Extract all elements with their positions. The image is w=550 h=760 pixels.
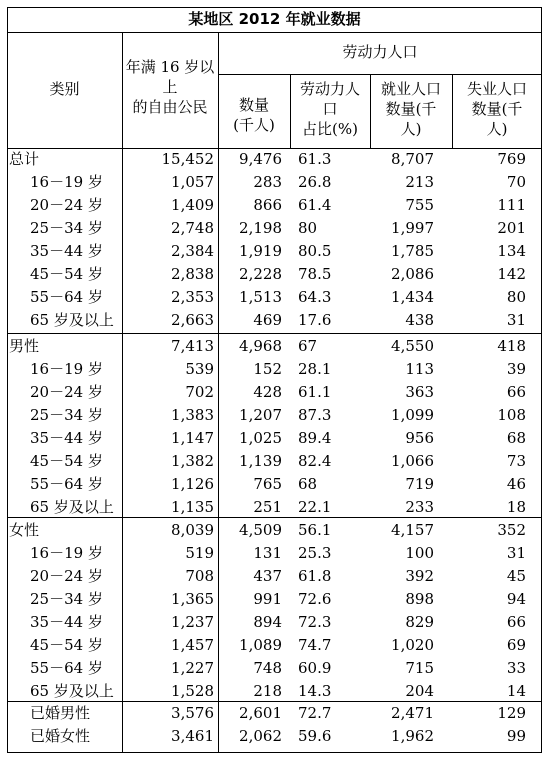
header-labor-force: 劳动力人口 (342, 43, 418, 61)
section-divider-male (7, 333, 542, 334)
cell-unemp: 201 (497, 219, 526, 237)
cell-pct: 89.4 (298, 429, 332, 447)
cell-emp: 1,785 (391, 242, 434, 260)
cell-lf: 131 (253, 544, 282, 562)
row-label: 25－34 岁 (30, 590, 103, 608)
cell-civ: 1,528 (171, 682, 214, 700)
cell-lf: 894 (253, 613, 282, 631)
cell-emp: 113 (405, 360, 434, 378)
cell-emp: 1,434 (391, 288, 434, 306)
cell-civ: 3,576 (171, 704, 214, 722)
cell-lf: 1,513 (239, 288, 282, 306)
cell-unemp: 769 (497, 150, 526, 168)
cell-civ: 519 (185, 544, 214, 562)
cell-emp: 1,962 (391, 727, 434, 745)
row-label: 55－64 岁 (30, 288, 103, 306)
row-label: 女性 (9, 521, 40, 539)
cell-pct: 25.3 (298, 544, 332, 562)
cell-pct: 68 (298, 475, 318, 493)
cell-unemp: 134 (497, 242, 526, 260)
title-divider (7, 32, 542, 33)
cell-civ: 2,663 (171, 311, 214, 329)
cell-civ: 1,383 (171, 406, 214, 424)
cell-lf: 1,207 (239, 406, 282, 424)
cell-emp: 956 (405, 429, 434, 447)
cell-unemp: 418 (497, 337, 526, 355)
cell-emp: 100 (405, 544, 434, 562)
cell-civ: 1,227 (171, 659, 214, 677)
cell-lf: 283 (253, 173, 282, 191)
cell-pct: 59.6 (298, 727, 332, 745)
cell-civ: 2,353 (171, 288, 214, 306)
cell-emp: 2,086 (391, 265, 434, 283)
row-label: 男性 (9, 337, 40, 355)
cell-unemp: 39 (506, 360, 526, 378)
row-label: 35－44 岁 (30, 242, 103, 260)
cell-emp: 755 (405, 196, 434, 214)
header-employed-line1: 就业人口 (380, 80, 441, 98)
cell-unemp: 111 (497, 196, 526, 214)
cell-civ: 1,135 (171, 498, 214, 516)
cell-pct: 22.1 (298, 498, 332, 516)
cell-emp: 4,157 (391, 521, 434, 539)
header-count-line1: 数量 (238, 96, 269, 114)
cell-emp: 438 (405, 311, 434, 329)
cell-emp: 213 (405, 173, 434, 191)
cell-unemp: 99 (506, 727, 526, 745)
cell-pct: 64.3 (298, 288, 332, 306)
cell-unemp: 129 (497, 704, 526, 722)
cell-lf: 469 (253, 311, 282, 329)
cell-civ: 1,147 (171, 429, 214, 447)
cell-civ: 702 (185, 383, 214, 401)
row-label: 25－34 岁 (30, 219, 103, 237)
cell-emp: 4,550 (391, 337, 434, 355)
cell-civ: 539 (185, 360, 214, 378)
cell-lf: 765 (253, 475, 282, 493)
row-label: 45－54 岁 (30, 265, 103, 283)
cell-civ: 1,457 (171, 636, 214, 654)
cell-civ: 1,409 (171, 196, 214, 214)
header-civilians-line1: 年满 16 岁以 (125, 58, 215, 76)
cell-pct: 61.4 (298, 196, 332, 214)
cell-unemp: 73 (506, 452, 526, 470)
labor-force-divider (218, 74, 542, 75)
cell-pct: 60.9 (298, 659, 332, 677)
cell-pct: 72.6 (298, 590, 332, 608)
cell-civ: 708 (185, 567, 214, 585)
header-unemployed-line3: 人) (486, 120, 508, 138)
cell-lf: 428 (253, 383, 282, 401)
cell-civ: 3,461 (171, 727, 214, 745)
cell-pct: 74.7 (298, 636, 332, 654)
cell-pct: 72.3 (298, 613, 332, 631)
cell-lf: 2,228 (239, 265, 282, 283)
header-unemployed-line1: 失业人口 (466, 80, 527, 98)
cell-emp: 392 (405, 567, 434, 585)
cell-pct: 82.4 (298, 452, 332, 470)
row-label: 16－19 岁 (30, 173, 103, 191)
cell-unemp: 69 (506, 636, 526, 654)
cell-pct: 67 (298, 337, 318, 355)
header-count-line2: (千人) (233, 116, 275, 134)
cell-unemp: 31 (506, 311, 526, 329)
cell-unemp: 18 (506, 498, 526, 516)
cell-pct: 61.1 (298, 383, 332, 401)
cell-pct: 87.3 (298, 406, 332, 424)
cell-pct: 80.5 (298, 242, 332, 260)
cell-unemp: 46 (506, 475, 526, 493)
cell-pct: 28.1 (298, 360, 332, 378)
cell-lf: 2,062 (239, 727, 282, 745)
row-label: 16－19 岁 (30, 360, 103, 378)
cell-emp: 715 (405, 659, 434, 677)
row-label: 35－44 岁 (30, 429, 103, 447)
cell-unemp: 108 (497, 406, 526, 424)
row-label: 55－64 岁 (30, 659, 103, 677)
cell-civ: 1,126 (171, 475, 214, 493)
header-share-line3: 占比(%) (302, 120, 358, 138)
cell-unemp: 352 (497, 521, 526, 539)
cell-lf: 866 (253, 196, 282, 214)
cell-unemp: 66 (506, 613, 526, 631)
header-share-line2: 口 (322, 100, 338, 118)
cell-civ: 1,365 (171, 590, 214, 608)
row-label: 35－44 岁 (30, 613, 103, 631)
row-label: 20－24 岁 (30, 196, 103, 214)
cell-unemp: 70 (506, 173, 526, 191)
cell-unemp: 94 (506, 590, 526, 608)
row-label: 65 岁及以上 (30, 498, 114, 516)
cell-unemp: 66 (506, 383, 526, 401)
row-label: 65 岁及以上 (30, 682, 114, 700)
cell-pct: 26.8 (298, 173, 332, 191)
cell-pct: 14.3 (298, 682, 332, 700)
cell-civ: 2,838 (171, 265, 214, 283)
cell-emp: 8,707 (391, 150, 434, 168)
cell-pct: 72.7 (298, 704, 332, 722)
row-label: 65 岁及以上 (30, 311, 114, 329)
cell-unemp: 14 (506, 682, 526, 700)
cell-emp: 1,066 (391, 452, 434, 470)
cell-lf: 1,919 (239, 242, 282, 260)
cell-emp: 204 (405, 682, 434, 700)
cell-emp: 1,997 (391, 219, 434, 237)
cell-civ: 1,382 (171, 452, 214, 470)
cell-civ: 7,413 (171, 337, 214, 355)
header-employed-line2: 数量(千 (385, 100, 437, 118)
cell-emp: 829 (405, 613, 434, 631)
cell-emp: 2,471 (391, 704, 434, 722)
row-label: 已婚女性 (30, 727, 91, 745)
cell-pct: 56.1 (298, 521, 332, 539)
cell-unemp: 33 (506, 659, 526, 677)
header-civilians-line3: 的自由公民 (132, 98, 208, 116)
row-label: 45－54 岁 (30, 452, 103, 470)
header-divider (7, 148, 542, 149)
cell-lf: 1,089 (239, 636, 282, 654)
cell-emp: 1,020 (391, 636, 434, 654)
header-civilians-line2: 上 (162, 78, 178, 96)
table-title: 某地区 2012 年就业数据 (188, 10, 361, 28)
header-unemployed-line2: 数量(千 (471, 100, 523, 118)
cell-lf: 4,968 (239, 337, 282, 355)
cell-lf: 748 (253, 659, 282, 677)
cell-lf: 251 (253, 498, 282, 516)
cell-civ: 1,237 (171, 613, 214, 631)
row-label: 55－64 岁 (30, 475, 103, 493)
header-employed-line3: 人) (400, 120, 422, 138)
row-label: 16－19 岁 (30, 544, 103, 562)
header-category: 类别 (49, 80, 80, 98)
row-label: 20－24 岁 (30, 567, 103, 585)
cell-lf: 152 (253, 360, 282, 378)
cell-pct: 78.5 (298, 265, 332, 283)
cell-unemp: 45 (506, 567, 526, 585)
cell-lf: 1,025 (239, 429, 282, 447)
header-share-line1: 劳动力人 (299, 80, 360, 98)
section-divider-female (7, 517, 542, 518)
cell-civ: 8,039 (171, 521, 214, 539)
cell-lf: 991 (253, 590, 282, 608)
cell-unemp: 80 (506, 288, 526, 306)
cell-unemp: 31 (506, 544, 526, 562)
cell-unemp: 142 (497, 265, 526, 283)
cell-pct: 17.6 (298, 311, 332, 329)
row-label: 20－24 岁 (30, 383, 103, 401)
row-label: 总计 (9, 150, 40, 168)
cell-unemp: 68 (506, 429, 526, 447)
row-label: 已婚男性 (30, 704, 91, 722)
cell-civ: 1,057 (171, 173, 214, 191)
cell-civ: 15,452 (161, 150, 214, 168)
cell-pct: 80 (298, 219, 318, 237)
cell-emp: 1,099 (391, 406, 434, 424)
row-label: 45－54 岁 (30, 636, 103, 654)
cell-emp: 719 (405, 475, 434, 493)
row-label: 25－34 岁 (30, 406, 103, 424)
cell-lf: 9,476 (239, 150, 282, 168)
cell-pct: 61.3 (298, 150, 332, 168)
cell-emp: 898 (405, 590, 434, 608)
cell-civ: 2,748 (171, 219, 214, 237)
cell-civ: 2,384 (171, 242, 214, 260)
cell-lf: 218 (253, 682, 282, 700)
cell-lf: 2,198 (239, 219, 282, 237)
cell-lf: 437 (253, 567, 282, 585)
cell-lf: 2,601 (239, 704, 282, 722)
cell-lf: 4,509 (239, 521, 282, 539)
section-divider-married (7, 701, 542, 702)
cell-emp: 233 (405, 498, 434, 516)
cell-emp: 363 (405, 383, 434, 401)
cell-pct: 61.8 (298, 567, 332, 585)
cell-lf: 1,139 (239, 452, 282, 470)
